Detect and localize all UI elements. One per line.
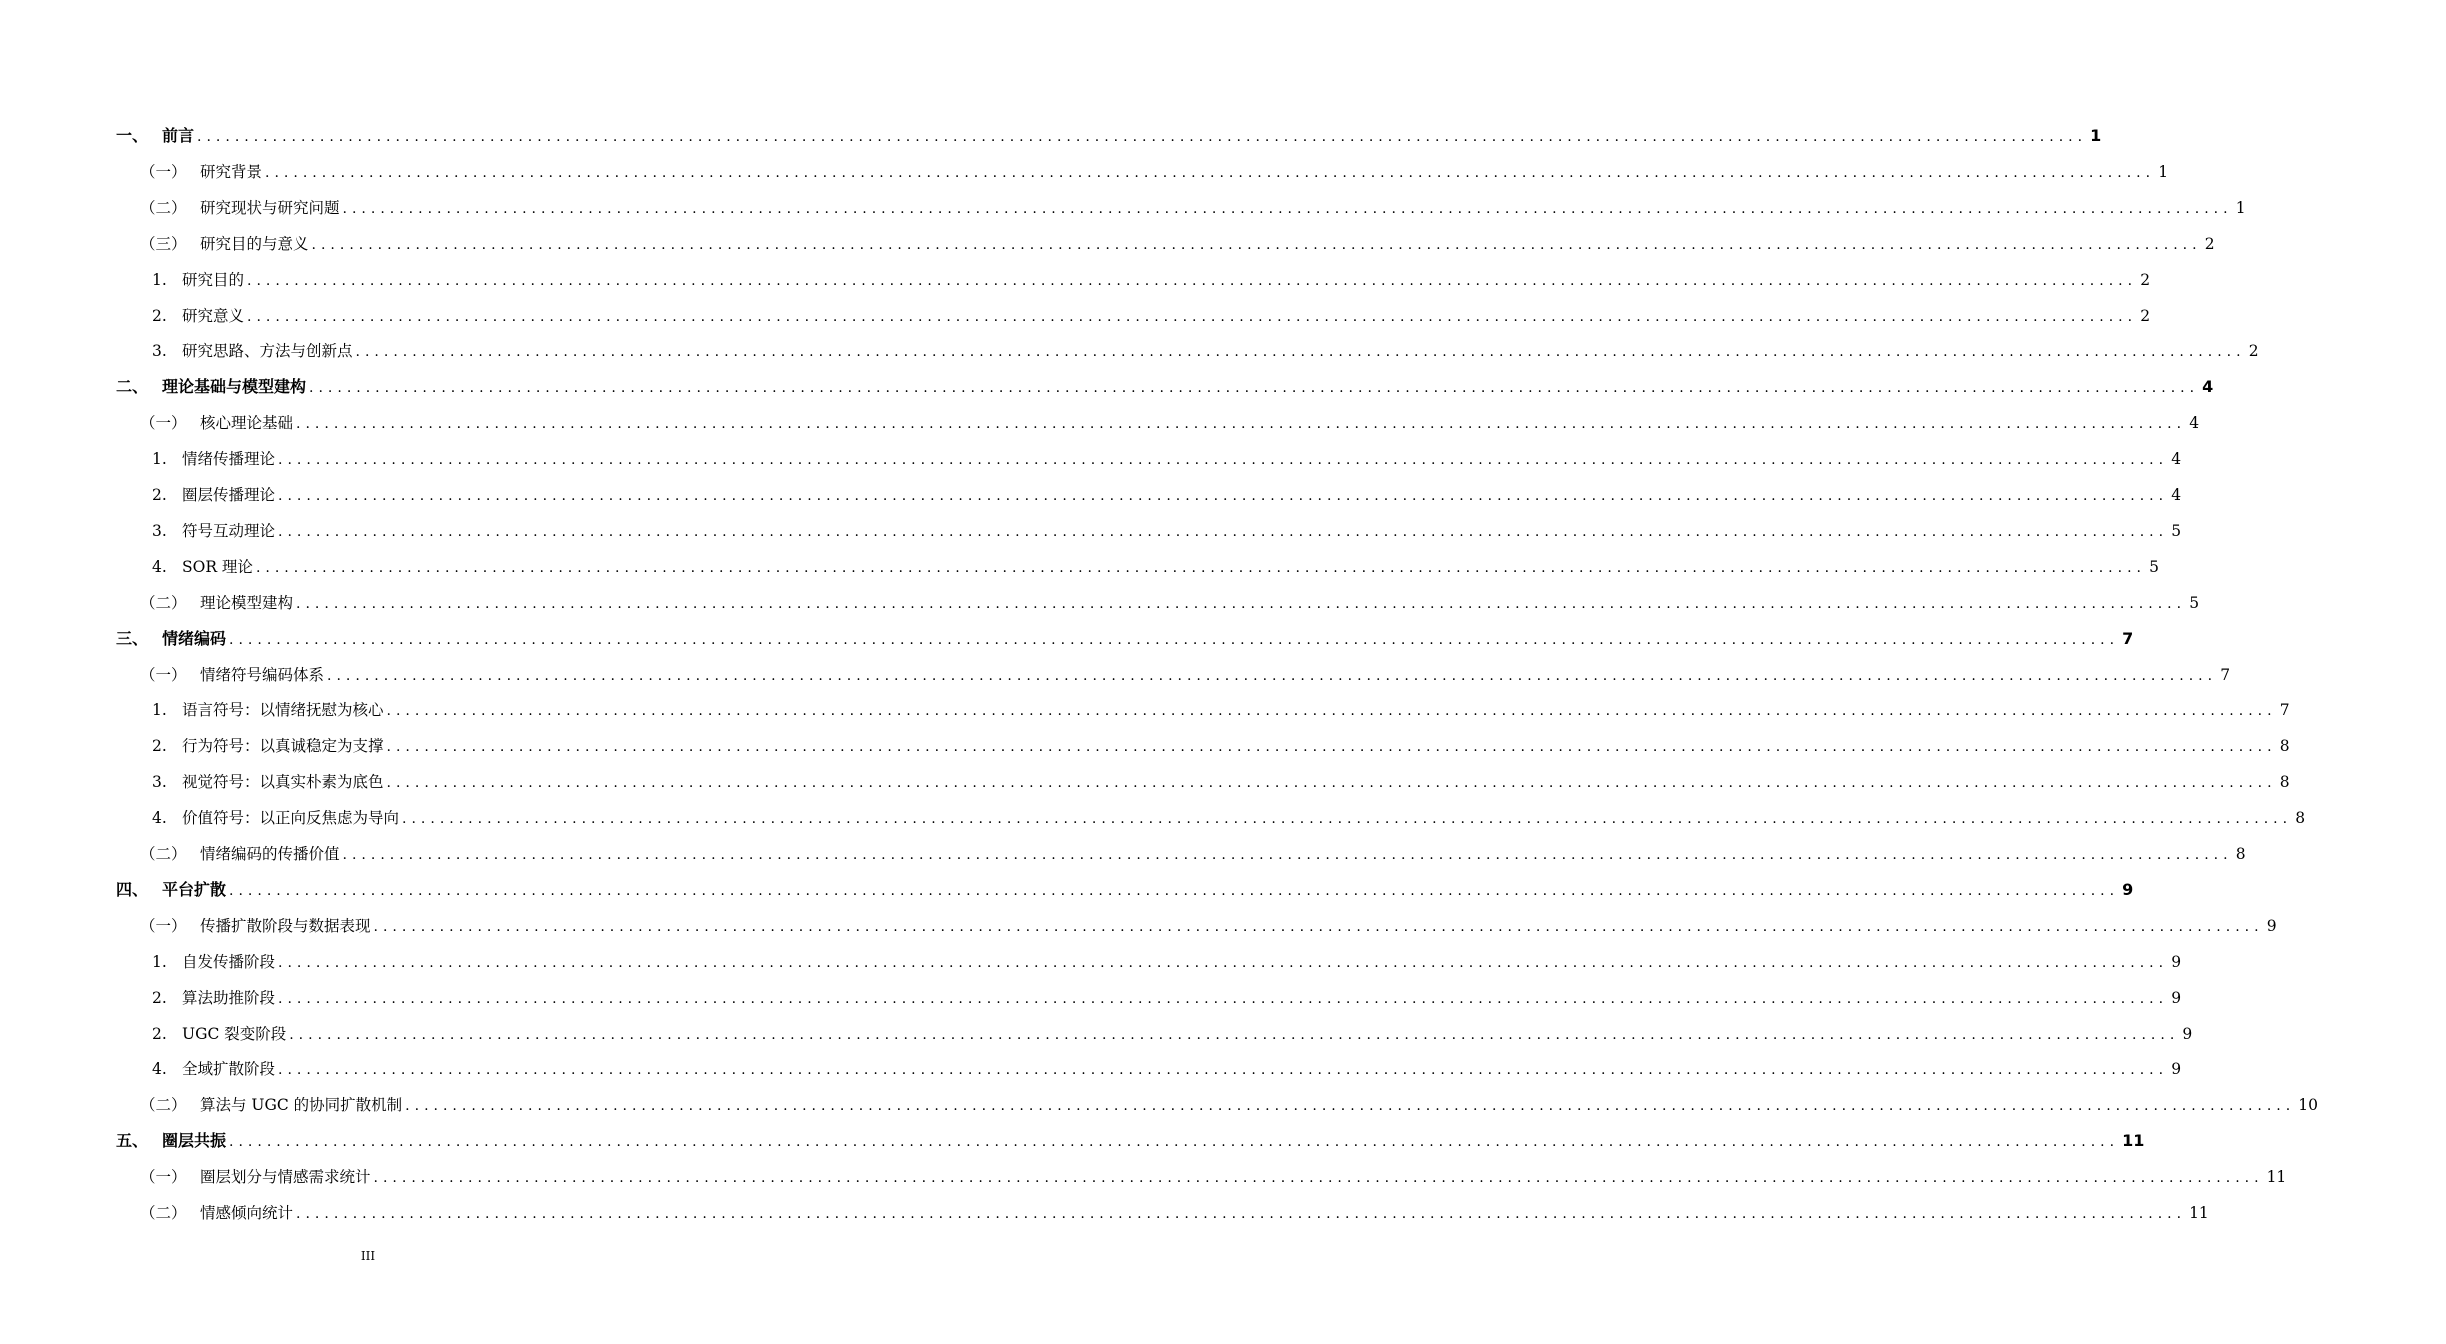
toc-leader-dots: ........................................................................................................................................................................................................ [197,129,2088,145]
toc-entry-number: （一） [140,414,187,433]
toc-entry-page: 11 [2266,1168,2287,1187]
toc-leader-dots: ........................................................................................................................................................................................................ [229,631,2120,648]
toc-entry-page: 9 [2171,1060,2182,1079]
toc-leader-dots: ........................................................................................................................................................................................................ [255,559,2146,576]
toc-entry-page: 4 [2202,377,2214,397]
toc-leader-dots: ........................................................................................................................................................................................................ [386,739,2277,756]
toc-leader-dots: ........................................................................................................................................................................................................ [229,1134,2120,1151]
toc-entry-number: （一） [140,916,187,935]
toc-leader-dots: ........................................................................................................................................................................................................ [247,272,2138,289]
toc-entry-page: 9 [2171,952,2182,971]
toc-entry-title: 价值符号：以正向反焦虑为导向 [182,809,400,828]
toc-entry[interactable] [0,649,2231,685]
toc-entry-number: 3. [152,521,167,540]
toc-entry-number: 4. [152,557,167,576]
toc-entry-number: 四、 [116,879,149,899]
toc-entry-title: 理论基础与模型建构 [162,377,307,397]
toc-entry-title: 语言符号：以情绪抚慰为核心 [182,701,384,720]
toc-entry-title: 行为符号：以真诚稳定为支撑 [182,737,384,756]
toc-entry-title: 平台扩散 [162,879,227,899]
toc-entry-page: 4 [2189,414,2200,433]
toc-leader-dots: ........................................................................................................................................................................................................ [229,882,2120,899]
toc-entry-title: 研究意义 [182,306,245,325]
page-number: III [360,1249,376,1263]
toc-entry-page: 8 [2279,737,2290,756]
toc-entry-number: （二） [140,1096,187,1115]
toc-entry-number: 2. [152,988,167,1007]
toc-entry-page: 1 [2235,198,2246,217]
toc-entry[interactable] [0,182,2246,218]
toc-entry-number: 二、 [116,377,149,397]
toc-entry[interactable] [0,505,2182,541]
toc-leader-dots: ........................................................................................................................................................................................................ [405,1098,2296,1115]
toc-leader-dots: ........................................................................................................................................................................................................ [309,380,2200,397]
toc-leader-dots: ........................................................................................................................................................................................................ [386,775,2277,792]
toc-leader-dots: ........................................................................................................................................................................................................ [373,1170,2264,1187]
toc-entry[interactable] [0,146,2169,182]
toc-leader-dots: ........................................................................................................................................................................................................ [296,595,2187,612]
toc-entry-page: 1 [2158,162,2169,181]
toc-entry[interactable] [0,290,2151,326]
toc-entry-title: 研究背景 [200,162,263,181]
toc-entry[interactable] [0,1008,2193,1044]
toc-entry-number: 五、 [116,1131,149,1151]
toc-entry-title: 情绪编码 [162,628,227,648]
toc-entry-title: 全域扩散阶段 [182,1060,276,1079]
toc-entry-title: 前言 [162,126,195,145]
toc-entry[interactable] [0,541,2159,577]
toc-entry-page: 9 [2171,988,2182,1007]
toc-entry-number: （二） [140,1204,187,1222]
toc-entry-title: 理论模型建构 [200,593,294,612]
toc-leader-dots: ........................................................................................................................................................................................................ [278,990,2169,1007]
toc-entry-page: 9 [2182,1024,2193,1043]
toc-entry-page: 11 [2189,1204,2209,1222]
toc-entry[interactable] [0,936,2182,972]
toc-entry[interactable] [0,325,2259,361]
toc-entry-title: 研究目的 [182,270,245,289]
toc-entry[interactable] [0,1079,2318,1115]
toc-leader-dots: ........................................................................................................................................................................................................ [355,344,2246,361]
toc-entry[interactable] [0,792,2306,828]
toc-entry-title: SOR 理论 [182,557,253,576]
toc-entry[interactable] [0,361,2214,397]
toc-entry-title: 传播扩散阶段与数据表现 [200,916,371,935]
toc-leader-dots: ........................................................................................................................................................................................................ [265,164,2156,181]
toc-entry-page: 2 [2248,342,2259,361]
toc-leader-dots: ........................................................................................................................................................................................................ [278,488,2169,504]
toc-leader-dots: ........................................................................................................................................................................................................ [386,703,2277,720]
toc-entry-title: 情绪符号编码体系 [200,665,325,684]
toc-entry-page: 7 [2279,701,2290,720]
toc-entry-page: 4 [2171,450,2182,469]
toc-entry[interactable] [0,720,2290,756]
toc-entry-page: 8 [2279,773,2290,792]
toc-entry-title: 情绪传播理论 [182,450,276,469]
toc-entry-title: 自发传播阶段 [182,952,276,971]
toc-entry-number: 2. [152,1024,167,1043]
toc-entry[interactable] [0,218,2215,254]
toc-entry[interactable] [0,1151,2287,1187]
toc-entry[interactable] [0,254,2151,290]
toc-entry[interactable] [0,1043,2182,1079]
toc-entry-page: 7 [2122,628,2134,648]
toc-entry-page: 11 [2122,1131,2145,1151]
toc-entry-number: 1. [152,952,167,971]
toc-entry-title: UGC 裂变阶段 [182,1024,287,1043]
toc-entry[interactable] [0,110,2102,146]
toc-leader-dots: ........................................................................................................................................................................................................ [278,954,2169,971]
toc-entry-number: 2. [152,306,167,325]
toc-entry-number: （一） [140,162,187,181]
toc-entry-page: 1 [2090,126,2102,145]
toc-entry[interactable] [0,684,2290,720]
toc-entry-number: 3. [152,773,167,792]
toc-leader-dots: ........................................................................................................................................................................................................ [247,308,2138,325]
toc-entry-page: 8 [2295,809,2306,828]
toc-entry[interactable] [0,756,2290,792]
toc-entry-title: 圈层共振 [162,1131,227,1151]
toc-entry-title: 研究目的与意义 [200,234,309,253]
toc-entry-page: 2 [2140,270,2151,289]
toc-entry-number: 1. [152,270,167,289]
toc-entry-number: 1. [152,450,167,469]
toc-entry[interactable] [0,972,2182,1008]
toc-entry-page: 10 [2298,1096,2318,1115]
toc-leader-dots: ........................................................................................................................................................................................................ [289,1026,2180,1043]
toc-entry-number: （二） [140,198,187,217]
toc-entry-number: 2. [152,486,167,504]
toc-entry-page: 8 [2235,845,2246,863]
toc-entry-title: 情感倾向统计 [200,1204,294,1222]
toc-leader-dots: ........................................................................................................................................................................................................ [342,200,2233,217]
toc-entry[interactable] [0,1187,2209,1223]
toc-entry-title: 研究思路、方法与创新点 [182,342,353,361]
toc-entry-number: 4. [152,809,167,828]
toc-entry-page: 9 [2266,916,2277,935]
toc-entry-page: 2 [2140,306,2151,325]
toc-entry-number: （二） [140,845,187,863]
toc-entry-page: 5 [2149,557,2159,576]
toc-entry[interactable] [0,397,2200,433]
toc-entry[interactable] [0,577,2200,613]
toc-entry-number: 2. [152,737,167,756]
toc-entry-page: 9 [2122,879,2134,899]
toc-entry-number: 4. [152,1060,167,1079]
toc-entry-number: 一、 [116,126,149,145]
toc-entry-page: 5 [2189,593,2200,612]
toc-entry-number: （二） [140,593,187,612]
toc-leader-dots: ........................................................................................................................................................................................................ [278,452,2169,469]
toc-leader-dots: ........................................................................................................................................................................................................ [278,523,2169,540]
toc-entry[interactable] [0,433,2182,469]
toc-entry-title: 圈层传播理论 [182,486,276,504]
toc-leader-dots: ........................................................................................................................................................................................................ [327,667,2218,684]
toc-entry-page: 5 [2171,521,2182,540]
toc-entry-title: 算法与 UGC 的协同扩散机制 [200,1096,403,1115]
toc-leader-dots: ........................................................................................................................................................................................................ [311,236,2202,253]
toc-entry-page: 7 [2220,665,2231,684]
toc-entry-number: 3. [152,342,167,361]
toc-entry-title: 圈层划分与情感需求统计 [200,1168,371,1187]
toc-entry[interactable] [0,469,2182,505]
toc-entry-page: 4 [2171,486,2182,504]
toc-entry[interactable] [0,828,2246,864]
toc-entry[interactable] [0,613,2134,649]
toc-leader-dots: ........................................................................................................................................................................................................ [402,811,2293,828]
toc-entry-title: 情绪编码的传播价值 [200,845,340,863]
toc-entry-number: （一） [140,665,187,684]
toc-entry[interactable] [0,864,2134,900]
toc-entry-number: 1. [152,701,167,720]
toc-entry-number: 三、 [116,628,149,648]
toc-entry-number: （一） [140,1168,187,1187]
toc-leader-dots: ........................................................................................................................................................................................................ [296,416,2187,433]
toc-entry-number: （三） [140,234,187,253]
toc-leader-dots: ........................................................................................................................................................................................................ [296,1206,2187,1222]
toc-entry[interactable] [0,900,2277,936]
toc-entry-title: 符号互动理论 [182,521,276,540]
toc-leader-dots: ........................................................................................................................................................................................................ [342,847,2233,863]
toc-leader-dots: ........................................................................................................................................................................................................ [278,1062,2169,1079]
toc-entry-title: 核心理论基础 [200,414,294,433]
toc-entry-title: 算法助推阶段 [182,988,276,1007]
toc-entry-page: 2 [2204,234,2215,253]
toc-leader-dots: ........................................................................................................................................................................................................ [373,918,2264,935]
toc-entry-title: 视觉符号：以真实朴素为底色 [182,773,384,792]
toc-entry-title: 研究现状与研究问题 [200,198,340,217]
toc-entry[interactable] [0,1115,2145,1151]
